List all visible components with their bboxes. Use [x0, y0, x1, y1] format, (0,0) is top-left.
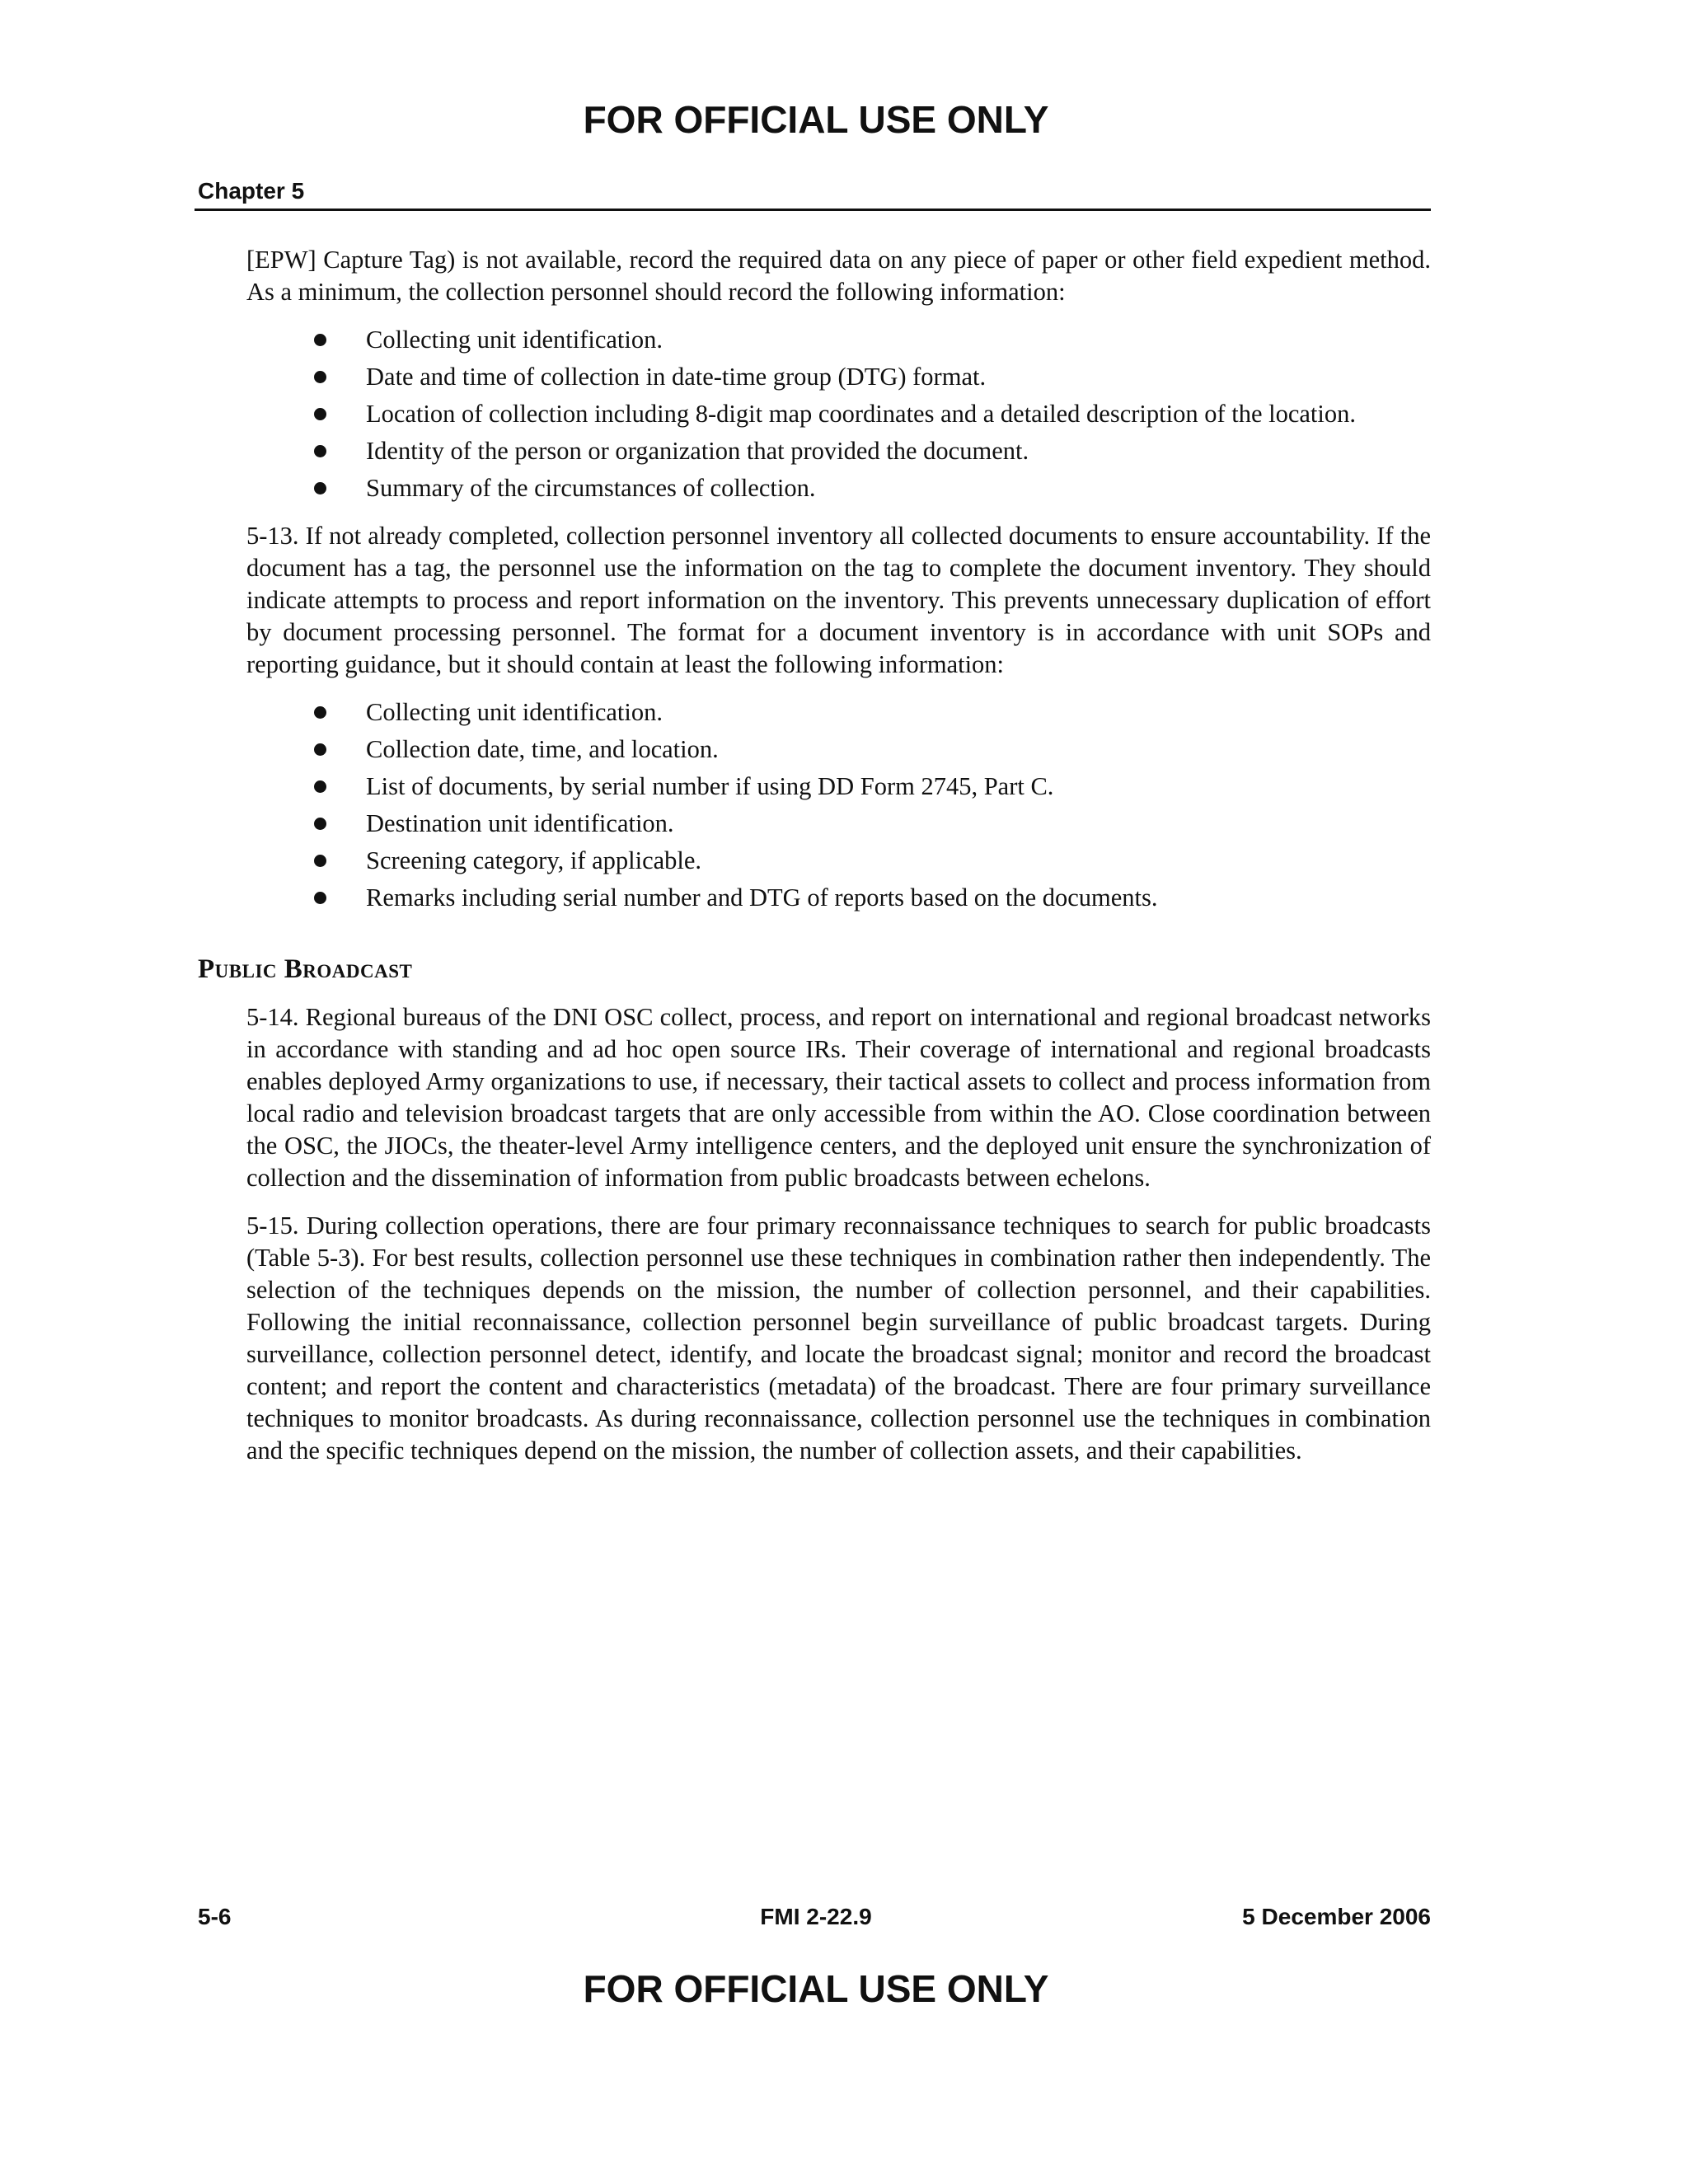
page-number: 5-6: [198, 1904, 232, 1929]
bullet-icon: [314, 482, 326, 494]
list-item: Collection date, time, and location.: [246, 733, 1431, 766]
bullet-icon: [314, 371, 326, 383]
list-item: Collecting unit identification.: [246, 324, 1431, 356]
list-item: Remarks including serial number and DTG of reports based on the documents.: [246, 882, 1431, 914]
list-item: Location of collection including 8-digit map coordinates and a detailed description of the location.: [246, 398, 1431, 430]
list-item: Collecting unit identification.: [246, 696, 1431, 729]
header-rule: [195, 209, 1431, 211]
list-item: Destination unit identification.: [246, 808, 1431, 840]
list-item: Summary of the circumstances of collection.: [246, 472, 1431, 504]
intro-bullet-list: [246, 324, 1431, 504]
bullet-icon: [314, 780, 326, 793]
bullet-icon: [314, 334, 326, 346]
chapter-label: Chapter 5: [198, 178, 305, 204]
bullet-icon: [314, 855, 326, 867]
intro-paragraph: [EPW] Capture Tag) is not available, record the required data on any piece of paper or other field expedient method. As a minimum, the collection personnel should record the following information:: [246, 246, 1431, 306]
bullet-icon: [314, 743, 326, 756]
section-heading: Public Broadcast: [198, 954, 413, 984]
bullet-icon: [314, 818, 326, 830]
page-body: [198, 244, 1431, 1483]
document-id: FMI 2-22.9: [760, 1904, 872, 1929]
list-item: Date and time of collection in date-time group (DTG) format.: [246, 361, 1431, 393]
inventory-bullet-list: [246, 696, 1431, 914]
paragraph-5-15: 5-15. During collection operations, there are four primary reconnaissance techniques to search for public broadcasts (Table 5-3). For best results, collection personnel use these techniques in combination rather then independently. The selection of the techniques depends on the mission, the number of collection personnel, and their capabilities. Following the initial reconnaissance, collection personnel begin surveillance of public broadcast targets. During surveillance, collection personnel detect, identify, and locate the broadcast signal; monitor and record the broadcast content; and report the content and characteristics (metadata) of the broadcast. There are four primary surveillance techniques to monitor broadcasts. As during reconnaissance, collection personnel use the techniques in combination and the specific techniques depend on the mission, the number of collection assets, and their capabilities.: [246, 1212, 1431, 1465]
bullet-icon: [314, 892, 326, 904]
list-item: Screening category, if applicable.: [246, 845, 1431, 877]
list-item: Identity of the person or organization that provided the document.: [246, 435, 1431, 467]
bullet-icon: [314, 706, 326, 719]
list-item: List of documents, by serial number if using DD Form 2745, Part C.: [246, 771, 1431, 803]
bullet-icon: [314, 445, 326, 457]
classification-marking-top: FOR OFFICIAL USE ONLY: [583, 98, 1049, 141]
paragraph-5-13: 5-13. If not already completed, collection personnel inventory all collected documents to ensure accountability. If the document has a tag, the personnel use the information on the tag to complete the document inventory. They should indicate attempts to process and report information on the inventory. This prevents unnecessary duplication of effort by document processing personnel. The format for a document inventory is in accordance with unit SOPs and reporting guidance, but it should contain at least the following information:: [246, 522, 1431, 678]
classification-marking-bottom: FOR OFFICIAL USE ONLY: [583, 1967, 1049, 2010]
publication-date: 5 December 2006: [1242, 1904, 1431, 1929]
bullet-icon: [314, 408, 326, 420]
paragraph-5-14: 5-14. Regional bureaus of the DNI OSC collect, process, and report on international and regional broadcast networks in accordance with standing and ad hoc open source IRs. Their coverage of international and regional broadcasts enables deployed Army organizations to use, if necessary, their tactical assets to collect and process information from local radio and television broadcast targets that are only accessible from within the AO. Close coordination between the OSC, the JIOCs, the theater-level Army intelligence centers, and the deployed unit ensure the synchronization of collection and the dissemination of information from public broadcasts between echelons.: [246, 1003, 1431, 1192]
